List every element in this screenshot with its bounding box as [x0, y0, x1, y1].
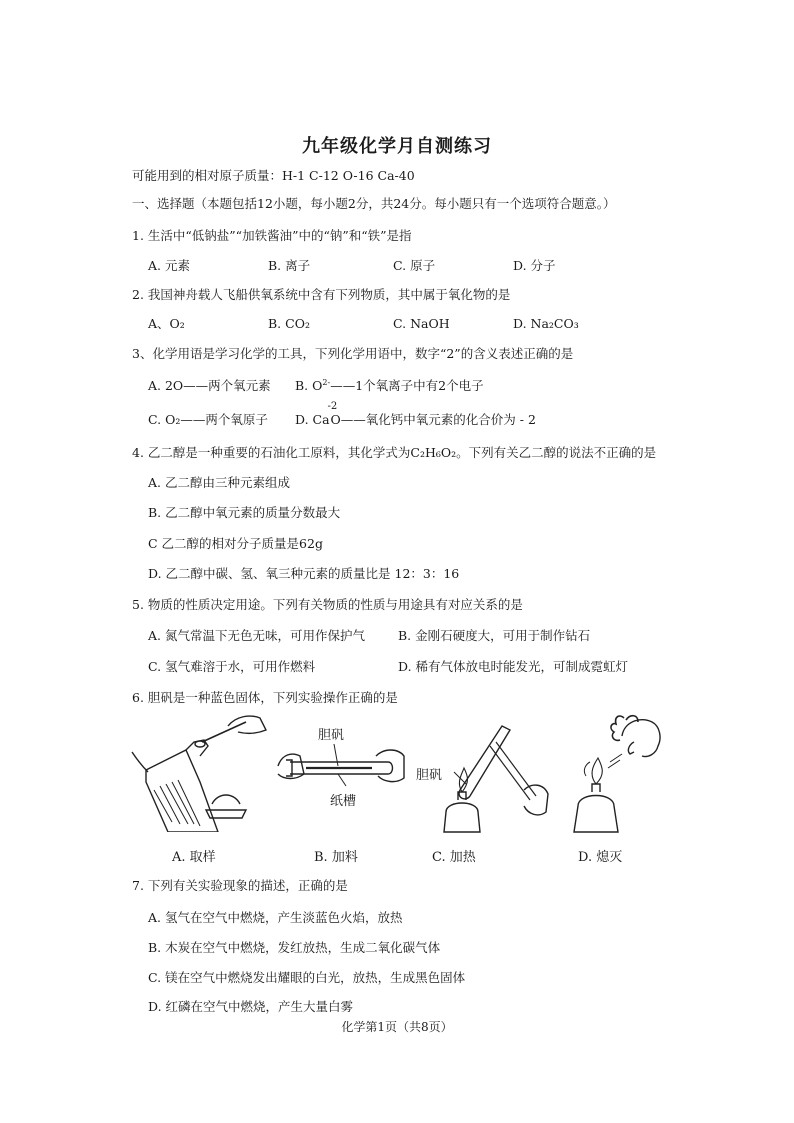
question-6-stem: 6. 胆矾是一种蓝色固体，下列实验操作正确的是: [132, 690, 398, 705]
figure-a-sampling: [128, 712, 268, 832]
question-5-stem: 5. 物质的性质决定用途。下列有关物质的性质与用途具有对应关系的是: [132, 597, 523, 612]
question-2-option-a: A、O₂: [148, 316, 185, 331]
question-2-option-c: C. NaOH: [393, 316, 450, 331]
question-3-option-d-prefix: D. Ca: [295, 412, 330, 427]
question-3-option-d-symbol: O: [330, 412, 341, 427]
figure-c-label-danfan: 胆矾: [416, 768, 443, 783]
page-footer: 化学第1页（共8页）: [341, 1020, 453, 1034]
question-7-option-b: B. 木炭在空气中燃烧，发红放热，生成二氧化碳气体: [148, 940, 441, 955]
question-1-option-d: D. 分子: [513, 258, 556, 273]
question-3-stem: 3、化学用语是学习化学的工具，下列化学用语中，数字“2”的含义表述正确的是: [132, 346, 574, 361]
question-3-option-c: C. O₂——两个氧原子: [148, 412, 268, 427]
question-1-stem: 1. 生活中“低钠盐”“加铁酱油”中的“钠”和“铁”是指: [132, 228, 412, 243]
question-5-option-a: A. 氮气常温下无色无味，可用作保护气: [148, 628, 365, 643]
question-5-option-d: D. 稀有气体放电时能发光，可制成霓虹灯: [398, 659, 629, 674]
question-4-option-a: A. 乙二醇由三种元素组成: [148, 475, 290, 490]
question-4-stem: 4. 乙二醇是一种重要的石油化工原料，其化学式为C₂H₆O₂。下列有关乙二醇的说法不正确的是: [132, 445, 657, 460]
question-3-option-b-text: ——1个氧离子中有2个电子: [330, 378, 484, 393]
atomic-masses: 可能用到的相对原子质量：H-1 C-12 O-16 Ca-40: [132, 168, 415, 183]
question-7-option-a: A. 氢气在空气中燃烧，产生淡蓝色火焰，放热: [148, 910, 403, 925]
question-3-option-b-charge: 2-: [322, 377, 331, 387]
section-heading: 一、选择题（本题包括12小题，每小题2分，共24分。每小题只有一个选项符合题意。）: [132, 196, 616, 211]
figure-b-label-danfan: 胆矾: [318, 728, 345, 743]
question-3-option-d-valence: -2: [327, 401, 338, 412]
question-7-stem: 7. 下列有关实验现象的描述，正确的是: [132, 878, 348, 893]
question-2-stem: 2. 我国神舟载人飞船供氧系统中含有下列物质，其中属于氧化物的是: [132, 287, 511, 302]
question-5-option-b: B. 金刚石硬度大，可用于制作钻石: [398, 628, 591, 643]
question-2-option-b: B. CO₂: [268, 316, 310, 331]
figure-d-extinguishing: [564, 714, 676, 838]
figure-b-label-paper: 纸槽: [330, 794, 357, 809]
question-4-option-b: B. 乙二醇中氧元素的质量分数最大: [148, 505, 341, 520]
question-1-option-b: B. 离子: [268, 258, 311, 273]
question-1-option-c: C. 原子: [393, 258, 436, 273]
question-3-option-d-text: ——氧化钙中氧元素的化合价为 - 2: [340, 412, 536, 427]
question-5-option-c: C. 氢气难溶于水，可用作燃料: [148, 659, 316, 674]
question-1-option-a: A. 元素: [148, 258, 190, 273]
question-7-option-d: D. 红磷在空气中燃烧，产生大量白雾: [148, 999, 354, 1014]
question-3-option-d: [295, 401, 536, 428]
question-4-option-d: D. 乙二醇中碳、氢、氧三种元素的质量比是 12：3：16: [148, 566, 460, 581]
figure-d-caption: D. 熄灭: [578, 850, 623, 865]
question-3-option-b: [295, 378, 484, 394]
figure-c-caption: C. 加热: [432, 850, 476, 865]
page-title: 九年级化学月自测练习: [302, 136, 492, 157]
question-2-option-d: D. Na₂CO₃: [513, 316, 579, 331]
question-4-option-c: C 乙二醇的相对分子质量是62g: [148, 536, 323, 551]
figure-b-caption: B. 加料: [314, 850, 358, 865]
question-7-option-c: C. 镁在空气中燃烧发出耀眼的白光，放热，生成黑色固体: [148, 970, 466, 985]
figure-a-caption: A. 取样: [172, 850, 216, 865]
question-3-option-a: A. 2O——两个氧元素: [148, 378, 271, 393]
question-3-option-b-prefix: B. O: [295, 378, 323, 393]
